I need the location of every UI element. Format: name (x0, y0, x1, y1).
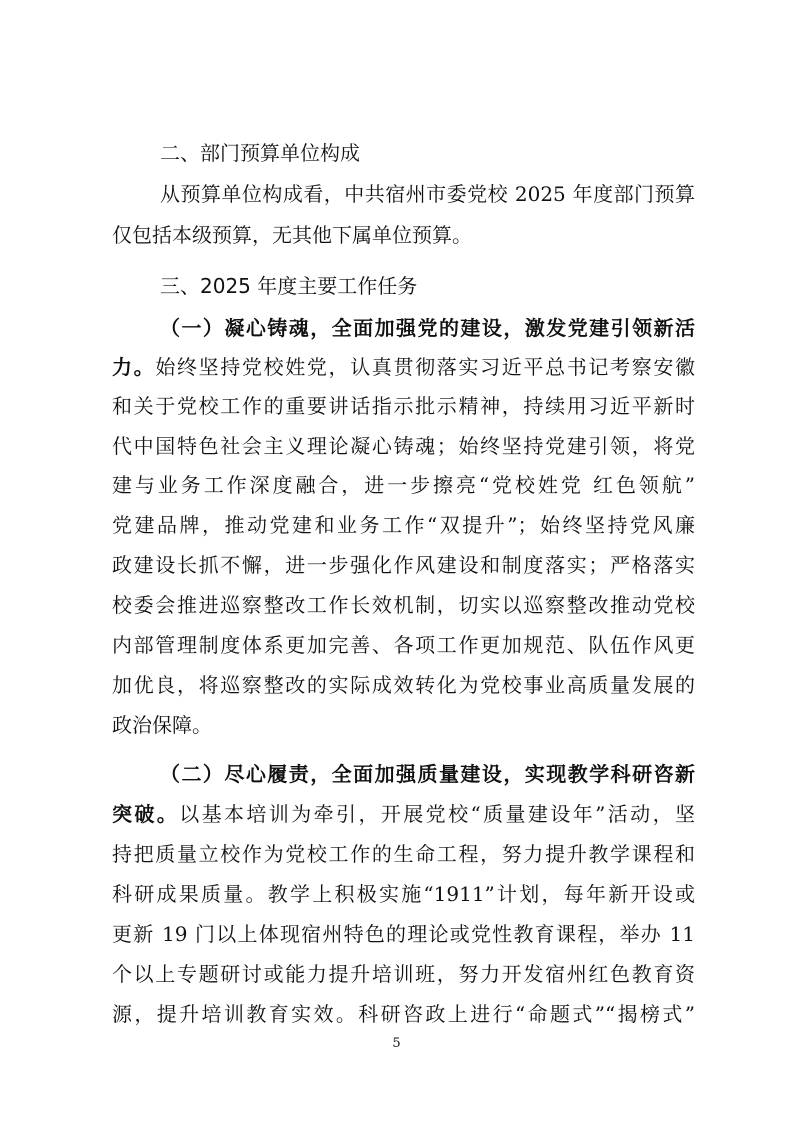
item-1-title: （一）凝心铸魂，全面加强党的建设，激发党建引领新活 (160, 316, 695, 340)
page-number: 5 (392, 1036, 401, 1051)
paragraph-line: 政治保障。 (112, 713, 212, 737)
paragraph-line: 持把质量立校作为党校工作的生命工程，努力提升教学课程和 (112, 842, 695, 866)
paragraph-line: 科研成果质量。教学上积极实施“1911”计划，每年新开设或 (112, 882, 695, 906)
item-2-title: （二）尽心履责，全面加强质量建设，实现教学科研咨新 (160, 762, 695, 786)
paragraph-line: 个以上专题研讨或能力提升培训班，努力开发宿州红色教育资 (112, 962, 695, 986)
item-1-line-2 (112, 355, 695, 379)
paragraph-line: 和关于党校工作的重要讲话指示批示精神，持续用习近平新时 (112, 394, 695, 418)
paragraph-line: 代中国特色社会主义理论凝心铸魂；始终坚持党建引领，将党 (112, 434, 695, 458)
item-2-line-2 (112, 802, 695, 826)
paragraph-line: 从预算单位构成看，中共宿州市委党校 2025 年度部门预算 (160, 182, 695, 206)
paragraph-line: 党建品牌，推动党建和业务工作“双提升”；始终坚持党风廉 (112, 513, 695, 537)
item-2-title-end: 突破。 (112, 802, 180, 826)
paragraph-line: 加优良，将巡察整改的实际成效转化为党校事业高质量发展的 (112, 673, 695, 697)
paragraph-line: 校委会推进巡察整改工作长效机制，切实以巡察整改推动党校 (112, 593, 695, 617)
paragraph-line: 政建设长抓不懈，进一步强化作风建设和制度落实；严格落实 (112, 553, 695, 577)
paragraph-line: 更新 19 门以上体现宿州特色的理论或党性教育课程，举办 11 (112, 922, 695, 946)
paragraph-line: 建与业务工作深度融合，进一步擦亮“党校姓党 红色领航” (112, 473, 695, 497)
paragraph-line: 内部管理制度体系更加完善、各项工作更加规范、队伍作风更 (112, 633, 695, 657)
section-heading-2: 二、部门预算单位构成 (160, 141, 360, 165)
section-heading-3: 三、2025 年度主要工作任务 (160, 274, 418, 298)
item-1-title-end: 力。 (112, 355, 156, 379)
paragraph-line: 源，提升培训教育实效。科研咨政上进行“命题式”“揭榜式” (112, 1002, 695, 1026)
paragraph-line: 仅包括本级预算，无其他下属单位预算。 (112, 223, 472, 247)
item-2-text-start: 以基本培训为牵引，开展党校“质量建设年”活动，坚 (179, 802, 695, 826)
item-1-text-start: 始终坚持党校姓党，认真贯彻落实习近平总书记考察安徽 (155, 355, 696, 379)
